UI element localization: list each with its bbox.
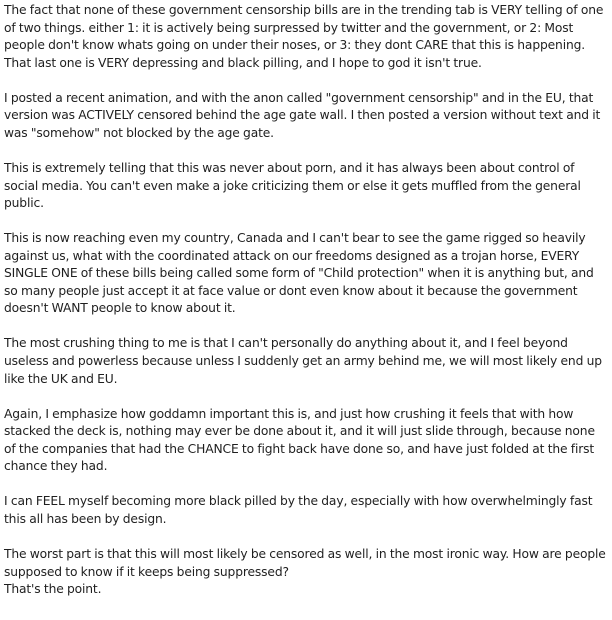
text-line: useless and powerless because unless I suddenly get an army behind me, we will most likely end up (4, 354, 602, 369)
text-line: like the UK and EU. (4, 371, 118, 386)
paragraph (4, 2, 608, 72)
text-line: stacked the deck is, nothing may ever be done about it, and it will just slide through, because none (4, 424, 595, 439)
text-line: The fact that none of these government censorship bills are in the trending tab is VERY telling of one (4, 3, 604, 17)
text-line: version was ACTIVELY censored behind the age gate wall. I then posted a version without text and it (4, 108, 601, 123)
text-line: That's the point. (4, 582, 102, 597)
paragraph (4, 90, 608, 143)
text-line: of the companies that had the CHANCE to fight back have done so, and have just folded at the first (4, 441, 595, 456)
text-line: social media. You can't even make a joke criticizing them or else it gets muffled from the general (4, 178, 581, 193)
text-line: chance they had. (4, 459, 108, 474)
paragraph (4, 335, 608, 388)
text-line: The most crushing thing to me is that I can't personally do anything about it, and I feel beyond (4, 336, 568, 351)
paragraph (4, 160, 608, 213)
text-line: was "somehow" not blocked by the age gate. (4, 125, 274, 140)
text-line: The worst part is that this will most likely be censored as well, in the most ironic way. How are people (4, 546, 606, 561)
document-body (4, 2, 608, 599)
text-line: of two things. either 1: it is actively being surpressed by twitter and the government, or 2: Most (4, 20, 574, 35)
paragraph (4, 493, 608, 528)
text-line: This is extremely telling that this was never about porn, and it has always been about control of (4, 160, 575, 175)
text-line: this all has been by design. (4, 512, 167, 526)
paragraph (4, 230, 608, 318)
text-line: so many people just accept it at face value or dont even know about it because the government (4, 283, 578, 298)
text-line: Again, I emphasize how goddamn important this is, and just how crushing it feels that with how (4, 406, 574, 421)
text-line: That last one is VERY depressing and black pilling, and I hope to god it isn't true. (4, 55, 482, 70)
text-line: doesn't WANT people to know about it. (4, 301, 236, 316)
text-line: supposed to know if it keeps being suppressed? (4, 564, 289, 579)
paragraph (4, 546, 608, 599)
text-line: public. (4, 196, 44, 211)
text-line: I posted a recent animation, and with the anon called "government censorship" and in the EU, that (4, 90, 594, 105)
text-line: I can FEEL myself becoming more black pilled by the day, especially with how overwhelmingly fast (4, 494, 593, 509)
text-line: people don't know whats going on under their noses, or 3: they dont CARE that this is happening. (4, 38, 586, 53)
text-line: This is now reaching even my country, Canada and I can't bear to see the game rigged so heavily (4, 231, 586, 246)
text-line: against us, what with the coordinated attack on our freedoms designed as a trojan horse, EVERY (4, 248, 580, 263)
paragraph (4, 406, 608, 476)
text-line: SINGLE ONE of these bills being called some form of "Child protection" when it is anything but, and (4, 266, 594, 281)
